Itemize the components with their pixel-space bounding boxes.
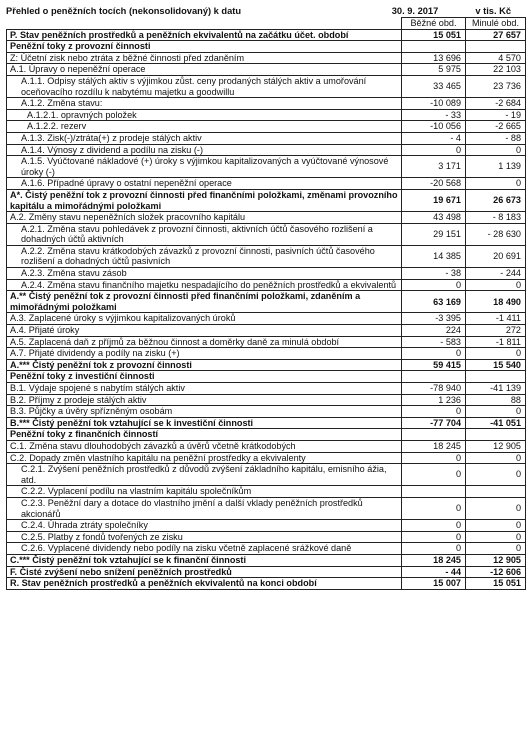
table-row (7, 394, 526, 406)
table-row (7, 440, 526, 452)
row-label: A.3. Zaplacené úroky s výjimkou kapitalizovaných úroků (7, 313, 402, 325)
previous-period-value (466, 371, 526, 383)
previous-period-value: -1 411 (466, 313, 526, 325)
previous-period-value: 0 (466, 452, 526, 464)
row-label: C.*** Čistý peněžní tok vztahující se k finanční činnosti (7, 554, 402, 566)
previous-period-value: - 244 (466, 268, 526, 280)
current-period-value: -77 704 (402, 417, 466, 429)
table-row (7, 486, 526, 498)
row-label: B.*** Čistý peněžní tok vztahující se k investiční činnosti (7, 417, 402, 429)
current-period-value: 0 (402, 406, 466, 418)
row-label: B.1. Výdaje spojené s nabytím stálých aktiv (7, 383, 402, 395)
row-label: A.1.5. Vyúčtované nákladové (+) úroky s výjimkou kapitalizovaných a vyúčtované výnosové úroky (-) (7, 156, 402, 178)
previous-period-value: 15 540 (466, 359, 526, 371)
current-period-value: - 33 (402, 109, 466, 121)
previous-period-value: 15 051 (466, 578, 526, 590)
table-row (7, 98, 526, 110)
table-row (7, 348, 526, 360)
table-row (7, 313, 526, 325)
current-period-value: - 583 (402, 336, 466, 348)
current-period-value: 1 236 (402, 394, 466, 406)
row-label: C.2. Dopady změn vlastního kapitálu na peněžní prostředky a ekvivalenty (7, 452, 402, 464)
current-period-value: 0 (402, 520, 466, 532)
table-row (7, 429, 526, 441)
previous-period-value: -12 606 (466, 566, 526, 578)
row-label: C.2.3. Peněžní dary a dotace do vlastního jmění a další vklady peněžních prostředků akcionářů (7, 497, 402, 519)
previous-period-value: 0 (466, 178, 526, 190)
current-period-value (402, 41, 466, 53)
row-label: C.1. Změna stavu dlouhodobých závazků a úvěrů včetně krátkodobých (7, 440, 402, 452)
table-row (7, 75, 526, 97)
table-row (7, 52, 526, 64)
column-header-current: Běžné obd. (402, 18, 466, 30)
table-row (7, 417, 526, 429)
previous-period-value: 0 (466, 520, 526, 532)
table-row (7, 336, 526, 348)
previous-period-value: 20 691 (466, 245, 526, 267)
current-period-value: 224 (402, 325, 466, 337)
previous-period-value: -41 139 (466, 383, 526, 395)
row-label: A.1.2. Změna stavu: (7, 98, 402, 110)
table-row (7, 566, 526, 578)
row-label: C.2.2. Vyplacení podílu na vlastním kapitálu společníkům (7, 486, 402, 498)
row-label: A.1.4. Výnosy z dividend a podílu na zisku (-) (7, 144, 402, 156)
row-label: C.2.6. Vyplacené dividendy nebo podíly na zisku včetně zaplacené srážkové daně (7, 543, 402, 555)
current-period-value: 19 671 (402, 189, 466, 211)
column-header-previous: Minulé obd. (466, 18, 526, 30)
table-row (7, 223, 526, 245)
row-label: A.1. Úpravy o nepeněžní operace (7, 64, 402, 76)
row-label: Peněžní toky z provozní činnosti (7, 41, 402, 53)
table-row (7, 144, 526, 156)
row-label: P. Stav peněžních prostředků a peněžních ekvivalentů na začátku účet. období (7, 29, 402, 41)
previous-period-value: 4 570 (466, 52, 526, 64)
current-period-value: 43 498 (402, 212, 466, 224)
table-row (7, 245, 526, 267)
previous-period-value: -1 811 (466, 336, 526, 348)
previous-period-value: 0 (466, 531, 526, 543)
previous-period-value: 0 (466, 543, 526, 555)
row-label: A.2.1. Změna stavu pohledávek z provozní činnosti, aktivních účtů časového rozlišení a dohadných účtů aktivních (7, 223, 402, 245)
previous-period-value: 27 657 (466, 29, 526, 41)
current-period-value: 15 051 (402, 29, 466, 41)
row-label: Peněžní toky z finančních činností (7, 429, 402, 441)
column-header-row (7, 18, 526, 30)
table-row (7, 497, 526, 519)
previous-period-value: 0 (466, 348, 526, 360)
cash-flow-table (6, 17, 526, 590)
current-period-value: -78 940 (402, 383, 466, 395)
current-period-value: 0 (402, 279, 466, 291)
row-label: A.1.1. Odpisy stálých aktiv s výjimkou zůst. ceny prodaných stálých aktiv a umořování oceňovacího rozdílu k nabytému majetku a goodwillu (7, 75, 402, 97)
row-label: A.1.6. Případné úpravy o ostatní nepeněžní operace (7, 178, 402, 190)
row-label: A.1.3. Zisk(-)/ztráta(+) z prodeje stálých aktiv (7, 132, 402, 144)
table-row (7, 371, 526, 383)
table-row (7, 64, 526, 76)
current-period-value (402, 429, 466, 441)
row-label: F. Čisté zvýšení nebo snížení peněžních prostředků (7, 566, 402, 578)
current-period-value: -10 056 (402, 121, 466, 133)
current-period-value (402, 371, 466, 383)
current-period-value: 18 245 (402, 554, 466, 566)
row-label: Z: Účetní zisk nebo ztráta z běžné činnosti před zdaněním (7, 52, 402, 64)
previous-period-value: 0 (466, 464, 526, 486)
previous-period-value: 12 905 (466, 440, 526, 452)
current-period-value: 33 465 (402, 75, 466, 97)
table-row (7, 279, 526, 291)
current-period-value: 0 (402, 348, 466, 360)
row-label: A.5. Zaplacená daň z příjmů za běžnou činnost a doměrky daně za minulá období (7, 336, 402, 348)
table-row (7, 291, 526, 313)
row-label: A.7. Přijaté dividendy a podíly na zisku (+) (7, 348, 402, 360)
row-label: A.2.2. Změna stavu krátkodobých závazků z provozní činnosti, pasivních účtů časového rozlišení a dohadných účtů pasivních (7, 245, 402, 267)
table-row (7, 464, 526, 486)
previous-period-value: 23 736 (466, 75, 526, 97)
table-row (7, 554, 526, 566)
current-period-value: - 4 (402, 132, 466, 144)
row-label: A.2.4. Změna stavu finančního majetku nespadajícího do peněžních prostředků a ekvivalentů (7, 279, 402, 291)
current-period-value: - 38 (402, 268, 466, 280)
current-period-value: 0 (402, 452, 466, 464)
table-row (7, 578, 526, 590)
current-period-value: 0 (402, 464, 466, 486)
header-blank-cell (7, 18, 402, 30)
row-label: C.2.4. Úhrada ztráty společníky (7, 520, 402, 532)
previous-period-value: 0 (466, 279, 526, 291)
previous-period-value (466, 41, 526, 53)
row-label: A.*** Čistý peněžní tok z provozní činnosti (7, 359, 402, 371)
row-label: A.4. Přijaté úroky (7, 325, 402, 337)
row-label: A.1.2.2. rezerv (7, 121, 402, 133)
current-period-value: 15 007 (402, 578, 466, 590)
previous-period-value: 0 (466, 144, 526, 156)
row-label: A.1.2.1. opravných položek (7, 109, 402, 121)
table-row (7, 41, 526, 53)
row-label: A.** Čistý peněžní tok z provozní činnosti před finančními položkami, zdaněním a mimořádnými položkami (7, 291, 402, 313)
current-period-value: 3 171 (402, 156, 466, 178)
previous-period-value (466, 486, 526, 498)
table-row (7, 531, 526, 543)
current-period-value: 0 (402, 543, 466, 555)
row-label: A.2. Změny stavu nepeněžních složek pracovního kapitálu (7, 212, 402, 224)
current-period-value (402, 486, 466, 498)
row-label: B.2. Příjmy z prodeje stálých aktiv (7, 394, 402, 406)
table-row (7, 29, 526, 41)
row-label: C.2.5. Platby z fondů tvořených ze zisku (7, 531, 402, 543)
table-row (7, 121, 526, 133)
previous-period-value: 26 673 (466, 189, 526, 211)
table-row (7, 178, 526, 190)
previous-period-value: 22 103 (466, 64, 526, 76)
table-row (7, 520, 526, 532)
table-row (7, 359, 526, 371)
current-period-value: 5 975 (402, 64, 466, 76)
table-row (7, 156, 526, 178)
statement-date: 30. 9. 2017 (391, 6, 439, 16)
previous-period-value: - 88 (466, 132, 526, 144)
row-label: R. Stav peněžních prostředků a peněžních ekvivalentů na konci období (7, 578, 402, 590)
previous-period-value: -2 665 (466, 121, 526, 133)
current-period-value: 13 696 (402, 52, 466, 64)
previous-period-value: - 28 630 (466, 223, 526, 245)
current-period-value: 63 169 (402, 291, 466, 313)
previous-period-value: 0 (466, 497, 526, 519)
current-period-value: - 44 (402, 566, 466, 578)
row-label: B.3. Půjčky a úvěry spřízněným osobám (7, 406, 402, 418)
statement-header (6, 4, 525, 17)
row-label: A*. Čistý peněžní tok z provozní činnosti před finančními položkami, změnami provozního kapitálu a mimořádnými položkami (7, 189, 402, 211)
row-label: C.2.1. Zvýšení peněžních prostředků z důvodů zvýšení základního kapitálu, emisního ážia, atd. (7, 464, 402, 486)
previous-period-value: 12 905 (466, 554, 526, 566)
table-row (7, 406, 526, 418)
previous-period-value: 18 490 (466, 291, 526, 313)
table-row (7, 189, 526, 211)
current-period-value: -10 089 (402, 98, 466, 110)
row-label: Peněžní toky z investiční činnosti (7, 371, 402, 383)
table-row (7, 383, 526, 395)
table-row (7, 212, 526, 224)
table-row (7, 109, 526, 121)
previous-period-value: 1 139 (466, 156, 526, 178)
previous-period-value: -41 051 (466, 417, 526, 429)
previous-period-value (466, 429, 526, 441)
table-row (7, 452, 526, 464)
current-period-value: 18 245 (402, 440, 466, 452)
table-row (7, 543, 526, 555)
current-period-value: 0 (402, 497, 466, 519)
previous-period-value: - 19 (466, 109, 526, 121)
table-row (7, 268, 526, 280)
previous-period-value: 0 (466, 406, 526, 418)
row-label: A.2.3. Změna stavu zásob (7, 268, 402, 280)
current-period-value: 0 (402, 144, 466, 156)
previous-period-value: -2 684 (466, 98, 526, 110)
statement-title: Přehled o peněžních tocích (nekonsolidovaný) k datu (6, 6, 242, 16)
current-period-value: 29 151 (402, 223, 466, 245)
current-period-value: 59 415 (402, 359, 466, 371)
current-period-value: -3 395 (402, 313, 466, 325)
table-row (7, 132, 526, 144)
previous-period-value: - 8 183 (466, 212, 526, 224)
statement-unit: v tis. Kč (475, 6, 511, 16)
current-period-value: 14 385 (402, 245, 466, 267)
current-period-value: -20 568 (402, 178, 466, 190)
previous-period-value: 88 (466, 394, 526, 406)
current-period-value: 0 (402, 531, 466, 543)
previous-period-value: 272 (466, 325, 526, 337)
table-row (7, 325, 526, 337)
